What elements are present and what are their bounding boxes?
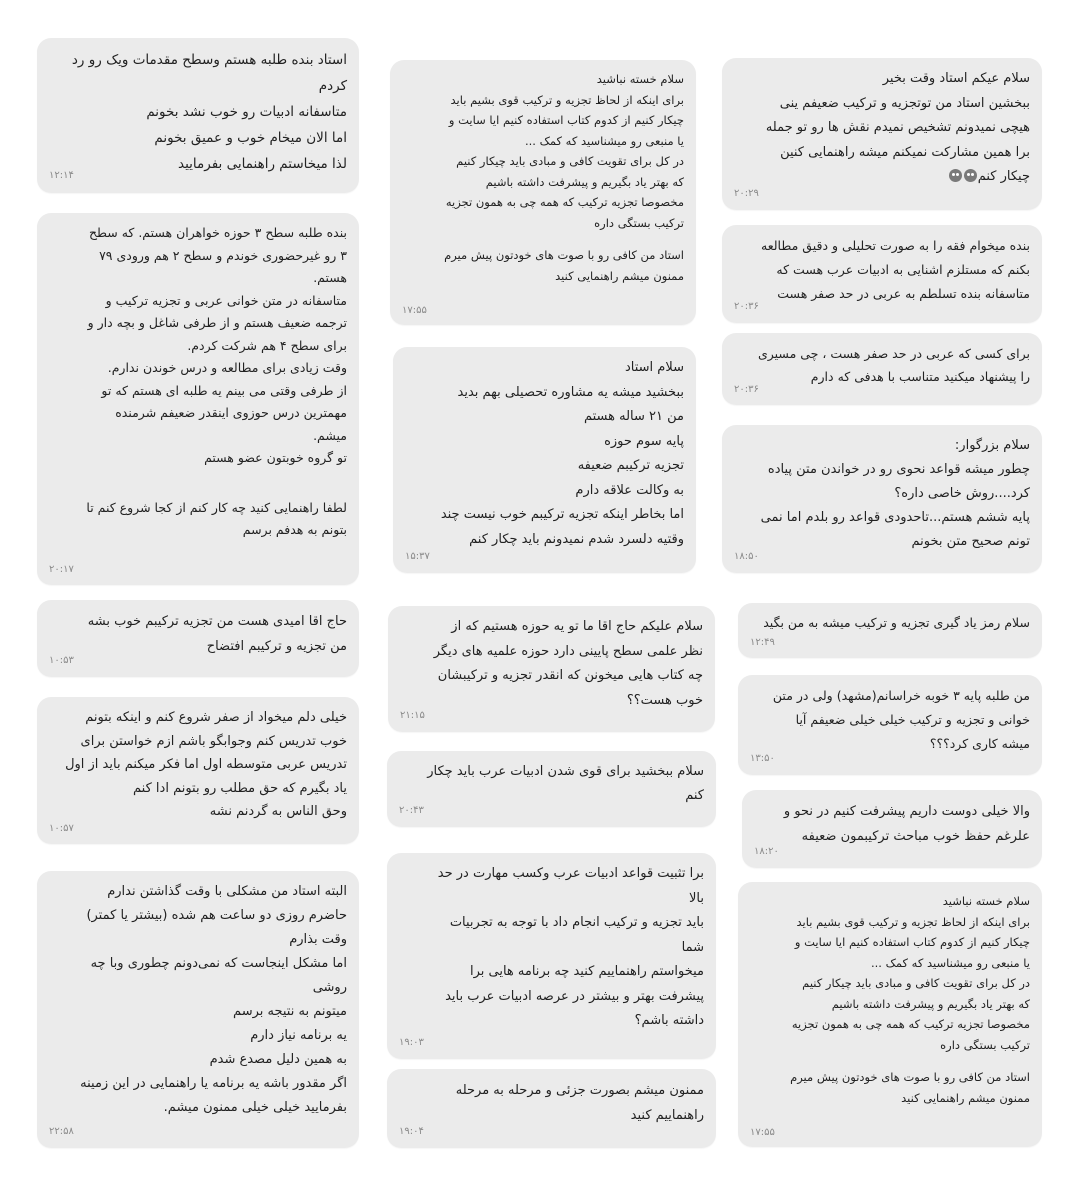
message-line: والا خیلی دوست داریم پیشرفت کنیم در نحو و xyxy=(783,804,1030,819)
message-line: خوب تدریس کنم وجوابگو باشم ازم خواستن برای xyxy=(80,733,347,749)
message-line: میشم. xyxy=(313,427,347,443)
message-line: من ۲۱ ساله هستم xyxy=(583,409,684,424)
message-line: سلام استاد xyxy=(624,360,684,375)
message-timestamp: ۱۹:۰۳ xyxy=(399,1036,424,1048)
message-line: سلام ببخشید برای قوی شدن ادبیات عرب باید چکار xyxy=(427,764,704,779)
message-line: بتونم به هدفم برسم xyxy=(242,522,347,537)
crying-face-icon xyxy=(949,169,962,182)
message-line: برای اینکه از لحاظ تجزیه و ترکیب قوی بشیم باید xyxy=(796,914,1030,929)
message-bubble[interactable] xyxy=(37,38,359,193)
message-bubble[interactable] xyxy=(37,871,359,1148)
message-line: بالا xyxy=(689,890,704,906)
message-bubble[interactable] xyxy=(722,333,1042,405)
message-line: سلام خسته نباشید xyxy=(942,894,1030,908)
message-line: تو گروه خوبتون عضو هستم xyxy=(204,450,347,465)
message-line: در کل برای تقویت کافی و مبادی باید چیکار کنیم xyxy=(802,976,1030,990)
message-line: اما الان میخام خوب و عمیق بخونم xyxy=(154,130,347,146)
message-bubble[interactable] xyxy=(388,606,715,732)
message-line: شما xyxy=(681,939,704,955)
message-timestamp: ۱۵:۳۷ xyxy=(405,550,430,562)
message-line: چیکار کنم xyxy=(734,165,1030,190)
message-timestamp: ۲۰:۳۶ xyxy=(734,301,759,312)
message-line: پیشرفت بهتر و بیشتر در عرصه ادبیات عرب باید xyxy=(445,988,704,1004)
message-line: من تجزیه و ترکیبم افتضاح xyxy=(206,639,347,654)
message-timestamp: ۱۸:۵۰ xyxy=(734,551,759,562)
message-bubble[interactable] xyxy=(387,1069,716,1148)
message-line: حاج اقا امیدی هست من تجزیه ترکیبم خوب بشه xyxy=(87,614,347,629)
message-line xyxy=(750,1055,1030,1067)
message-line: پایه سوم حوزه xyxy=(604,433,684,449)
message-bubble[interactable] xyxy=(37,697,359,844)
message-line: تجزیه ترکیبم ضعیفه xyxy=(577,458,684,473)
message-line: مهمترین درس حوزوی اینقدر ضعیفم شرمنده xyxy=(115,405,347,420)
message-bubble[interactable] xyxy=(37,600,359,677)
message-line: برا تثبیت قواعد ادبیات عرب وکسب مهارت در حد xyxy=(437,866,704,881)
message-timestamp: ۲۰:۲۹ xyxy=(734,187,759,199)
message-bubble[interactable] xyxy=(742,790,1042,868)
message-line: سلام رمز یاد گیری تجزیه و ترکیب میشه به من بگید xyxy=(763,615,1030,630)
message-line: هستم. xyxy=(313,270,347,285)
message-line: متاسفانه بنده تسلطم به عربی در حد صفر هست xyxy=(777,286,1030,301)
message-line: ترجمه ضعیف هستم و از طرفی شاغل و بچه دار و xyxy=(87,315,347,330)
message-line: ببخشین استاد من توتجزیه و ترکیب ضعیفم ینی xyxy=(779,95,1030,111)
message-line: وحق الناس به گردنم نشه xyxy=(209,804,347,819)
message-line: سلام علیکم حاج اقا ما تو یه حوزه هستیم که از xyxy=(451,619,703,634)
message-bubble[interactable] xyxy=(390,60,696,325)
message-line: علرغم حفظ خوب مباحث ترکیبمون ضعیفه xyxy=(801,829,1030,844)
message-line: متاسفانه ادبیات رو خوب نشد بخونم xyxy=(146,104,347,120)
message-line: که بهتر یاد بگیریم و پیشرفت داشته باشیم xyxy=(485,174,684,189)
message-line: را پیشنهاد میکنید متناسب با هدفی که دارم xyxy=(810,369,1030,384)
message-line: وقتیه دلسرد شدم نمیدونم باید چکار کنم xyxy=(469,531,684,547)
message-line: ممنون میشم راهنمایی کنید xyxy=(901,1090,1030,1105)
message-line: میشه کاری کرد؟؟؟ xyxy=(929,736,1030,751)
message-bubble[interactable] xyxy=(37,213,359,585)
message-line: خوب هست؟؟ xyxy=(626,692,703,708)
message-line: یاد بگیرم که حق مطلب رو بتونم ادا کنم xyxy=(133,780,347,796)
message-line: کنم xyxy=(685,788,704,803)
message-timestamp: ۲۰:۴۳ xyxy=(399,805,424,816)
message-line: برای سطح ۴ هم شرکت کردم. xyxy=(187,337,347,353)
message-bubble[interactable] xyxy=(722,425,1042,573)
message-line: استاد بنده طلبه هستم وسطح مقدمات ویک رو رد xyxy=(71,52,347,68)
message-timestamp: ۱۲:۱۴ xyxy=(49,170,74,181)
message-line: ببخشید میشه یه مشاوره تحصیلی بهم بدید xyxy=(457,384,684,400)
message-line: میتونم به نتیجه برسم xyxy=(233,1004,347,1019)
message-line: به وکالت علاقه دارم xyxy=(575,482,684,498)
message-line xyxy=(402,233,684,245)
message-timestamp: ۲۱:۱۵ xyxy=(400,709,425,721)
message-line: سلام خسته نباشید xyxy=(596,72,684,86)
message-line: هیچی نمیدونم تشخیص نمیدم نقش ها رو تو جمله xyxy=(765,120,1030,135)
message-line: استاد من کافی رو با صوت های خودتون پیش میرم xyxy=(790,1070,1030,1085)
message-timestamp: ۱۹:۰۴ xyxy=(399,1126,424,1137)
message-timestamp: ۱۸:۲۰ xyxy=(754,846,779,857)
message-line: میخواستم راهنماییم کنید چه برنامه هایی برا xyxy=(469,964,704,979)
message-line: چیکار کنیم از کدوم کتاب استفاده کنیم ایا سایت و xyxy=(794,935,1030,949)
message-line: وقت بذارم xyxy=(289,932,347,947)
message-line: تونم صحیح متن بخونم xyxy=(911,534,1030,549)
message-line: استاد من کافی رو با صوت های خودتون پیش میرم xyxy=(444,248,684,263)
message-line: بکنم که مستلزم اشنایی به ادبیات عرب هست که xyxy=(776,262,1030,277)
message-line: لطفا راهنمایی کنید چه کار کنم از کجا شروع کنم تا xyxy=(86,499,347,515)
message-line: وقت زیادی برای مطالعه و درس خوندن ندارم. xyxy=(107,360,347,375)
message-line: برای کسی که عربی در حد صفر هست ، چی مسیری xyxy=(757,346,1030,361)
message-line: چطور میشه قواعد نحوی رو در خواندن متن پیاده xyxy=(767,462,1030,477)
message-timestamp: ۲۲:۵۸ xyxy=(49,1126,74,1137)
message-timestamp: ۱۷:۵۵ xyxy=(750,1126,775,1138)
message-line: ممنون میشم راهنمایی کنید xyxy=(555,268,684,283)
message-bubble[interactable] xyxy=(738,882,1042,1147)
message-line: ترکیب بستگی داره xyxy=(940,1037,1030,1052)
message-timestamp: ۲۰:۱۷ xyxy=(49,563,74,575)
message-line: بنده میخوام فقه را به صورت تحلیلی و دقیق مطالعه xyxy=(761,238,1030,253)
message-line: به همین دلیل مصدع شدم xyxy=(209,1052,347,1067)
message-timestamp: ۲۰:۳۶ xyxy=(734,384,759,395)
message-line: اگر مقدور باشه یه برنامه یا راهنمایی در این زمینه xyxy=(80,1076,347,1091)
message-bubble[interactable] xyxy=(722,58,1042,210)
message-line: یه برنامه نیاز دارم xyxy=(250,1028,347,1043)
message-line: خوانی و تجزیه و ترکیب خیلی خیلی ضعیفم آیا xyxy=(795,712,1030,727)
message-line: باید تجزیه و ترکیب انجام داد با توجه به تجربیات xyxy=(449,915,704,930)
message-line: برای اینکه از لحاظ تجزیه و ترکیب قوی بشیم باید xyxy=(450,92,684,107)
message-line xyxy=(49,483,347,497)
message-bubble[interactable] xyxy=(738,603,1042,658)
message-bubble[interactable] xyxy=(387,751,716,827)
message-line: پایه ششم هستم...تاحدودی قواعد رو بلدم اما نمی xyxy=(760,510,1030,525)
message-line: مخصوصا تجزیه ترکیب که همه چی به همون تجزیه xyxy=(791,1017,1030,1031)
message-line xyxy=(49,470,347,484)
message-bubble[interactable] xyxy=(722,225,1042,323)
message-line: از طرفی وقتی می بینم یه طلبه ای هستم که تو xyxy=(101,382,347,398)
message-line: کردم xyxy=(318,78,347,94)
message-bubble[interactable] xyxy=(393,347,696,573)
message-line: بفرمایید خیلی خیلی ممنون میشم. xyxy=(163,1100,347,1115)
message-line: خیلی دلم میخواد از صفر شروع کنم و اینکه بتونم xyxy=(85,710,347,725)
message-line: اما بخاطر اینکه تجزیه ترکیبم خوب نیست چند xyxy=(440,507,684,522)
message-line: ۳ رو غیرحضوری خوندم و سطح ۲ هم ورودی ۷۹ xyxy=(99,247,347,263)
message-line: من طلبه پایه ۳ خوبه خراسانم(مشهد) ولی در متن xyxy=(772,688,1030,703)
message-timestamp: ۱۰:۵۳ xyxy=(49,655,74,666)
message-line: در کل برای تقویت کافی و مبادی باید چیکار کنیم xyxy=(456,154,684,168)
message-line: تدریس عربی متوسطه اول اما فکر میکنم باید از اول xyxy=(65,757,347,772)
message-timestamp: ۱۲:۴۹ xyxy=(750,637,775,648)
crying-face-icon xyxy=(964,169,977,182)
message-line: بنده طلبه سطح ۳ حوزه خواهران هستم. که سطح xyxy=(88,225,347,240)
message-timestamp: ۱۷:۵۵ xyxy=(402,304,427,316)
message-line: سلام بزرگوار: xyxy=(954,438,1030,453)
message-line: حاضرم روزی دو ساعت هم شده (بیشتر یا کمتر) xyxy=(86,908,347,923)
message-line: داشته باشم؟ xyxy=(634,1013,704,1028)
message-line: سلام عیکم استاد وقت بخیر xyxy=(882,71,1030,86)
message-line: ممنون میشم بصورت جزئی و مرحله به مرحله xyxy=(455,1083,704,1098)
message-line: یا منبعی رو میشناسید که کمک ... xyxy=(870,955,1030,970)
message-line: چیکار کنیم از کدوم کتاب استفاده کنیم ایا سایت و xyxy=(448,113,684,127)
message-line: یا منبعی رو میشناسید که کمک ... xyxy=(524,133,684,148)
message-line: ترکیب بستگی داره xyxy=(594,215,684,230)
message-line: برا همین مشارکت نمیکنم میشه راهنمایی کنین xyxy=(780,144,1030,160)
message-line: متاسفانه در متن خوانی عربی و تجزیه ترکیب و xyxy=(105,292,347,308)
message-line: که بهتر یاد بگیریم و پیشرفت داشته باشیم xyxy=(831,996,1030,1011)
message-line: اما مشکل اینجاست که نمی‌دونم چطوری وبا چه xyxy=(90,956,347,971)
message-line: چه کتاب هایی میخونن که انقدر تجزیه و ترکیبشان xyxy=(437,668,703,683)
message-bubble[interactable] xyxy=(738,675,1042,775)
message-line: لذا میخاستم راهنمایی بفرمایید xyxy=(177,156,347,172)
message-line: روشی xyxy=(312,980,347,995)
message-line: مخصوصا تجزیه ترکیب که همه چی به همون تجزیه xyxy=(445,195,684,209)
message-timestamp: ۱۰:۵۷ xyxy=(49,822,74,834)
message-line: البته استاد من مشکلی با وقت گذاشتن ندارم xyxy=(107,884,347,899)
message-line: نظر علمی سطح پایینی دارد حوزه علمیه های دیگر xyxy=(433,643,703,659)
message-line: کرد....روش خاصی داره؟ xyxy=(894,486,1030,501)
message-timestamp: ۱۳:۵۰ xyxy=(750,753,775,764)
message-line: راهنماییم کنید xyxy=(630,1108,704,1123)
message-bubble[interactable] xyxy=(387,853,716,1059)
